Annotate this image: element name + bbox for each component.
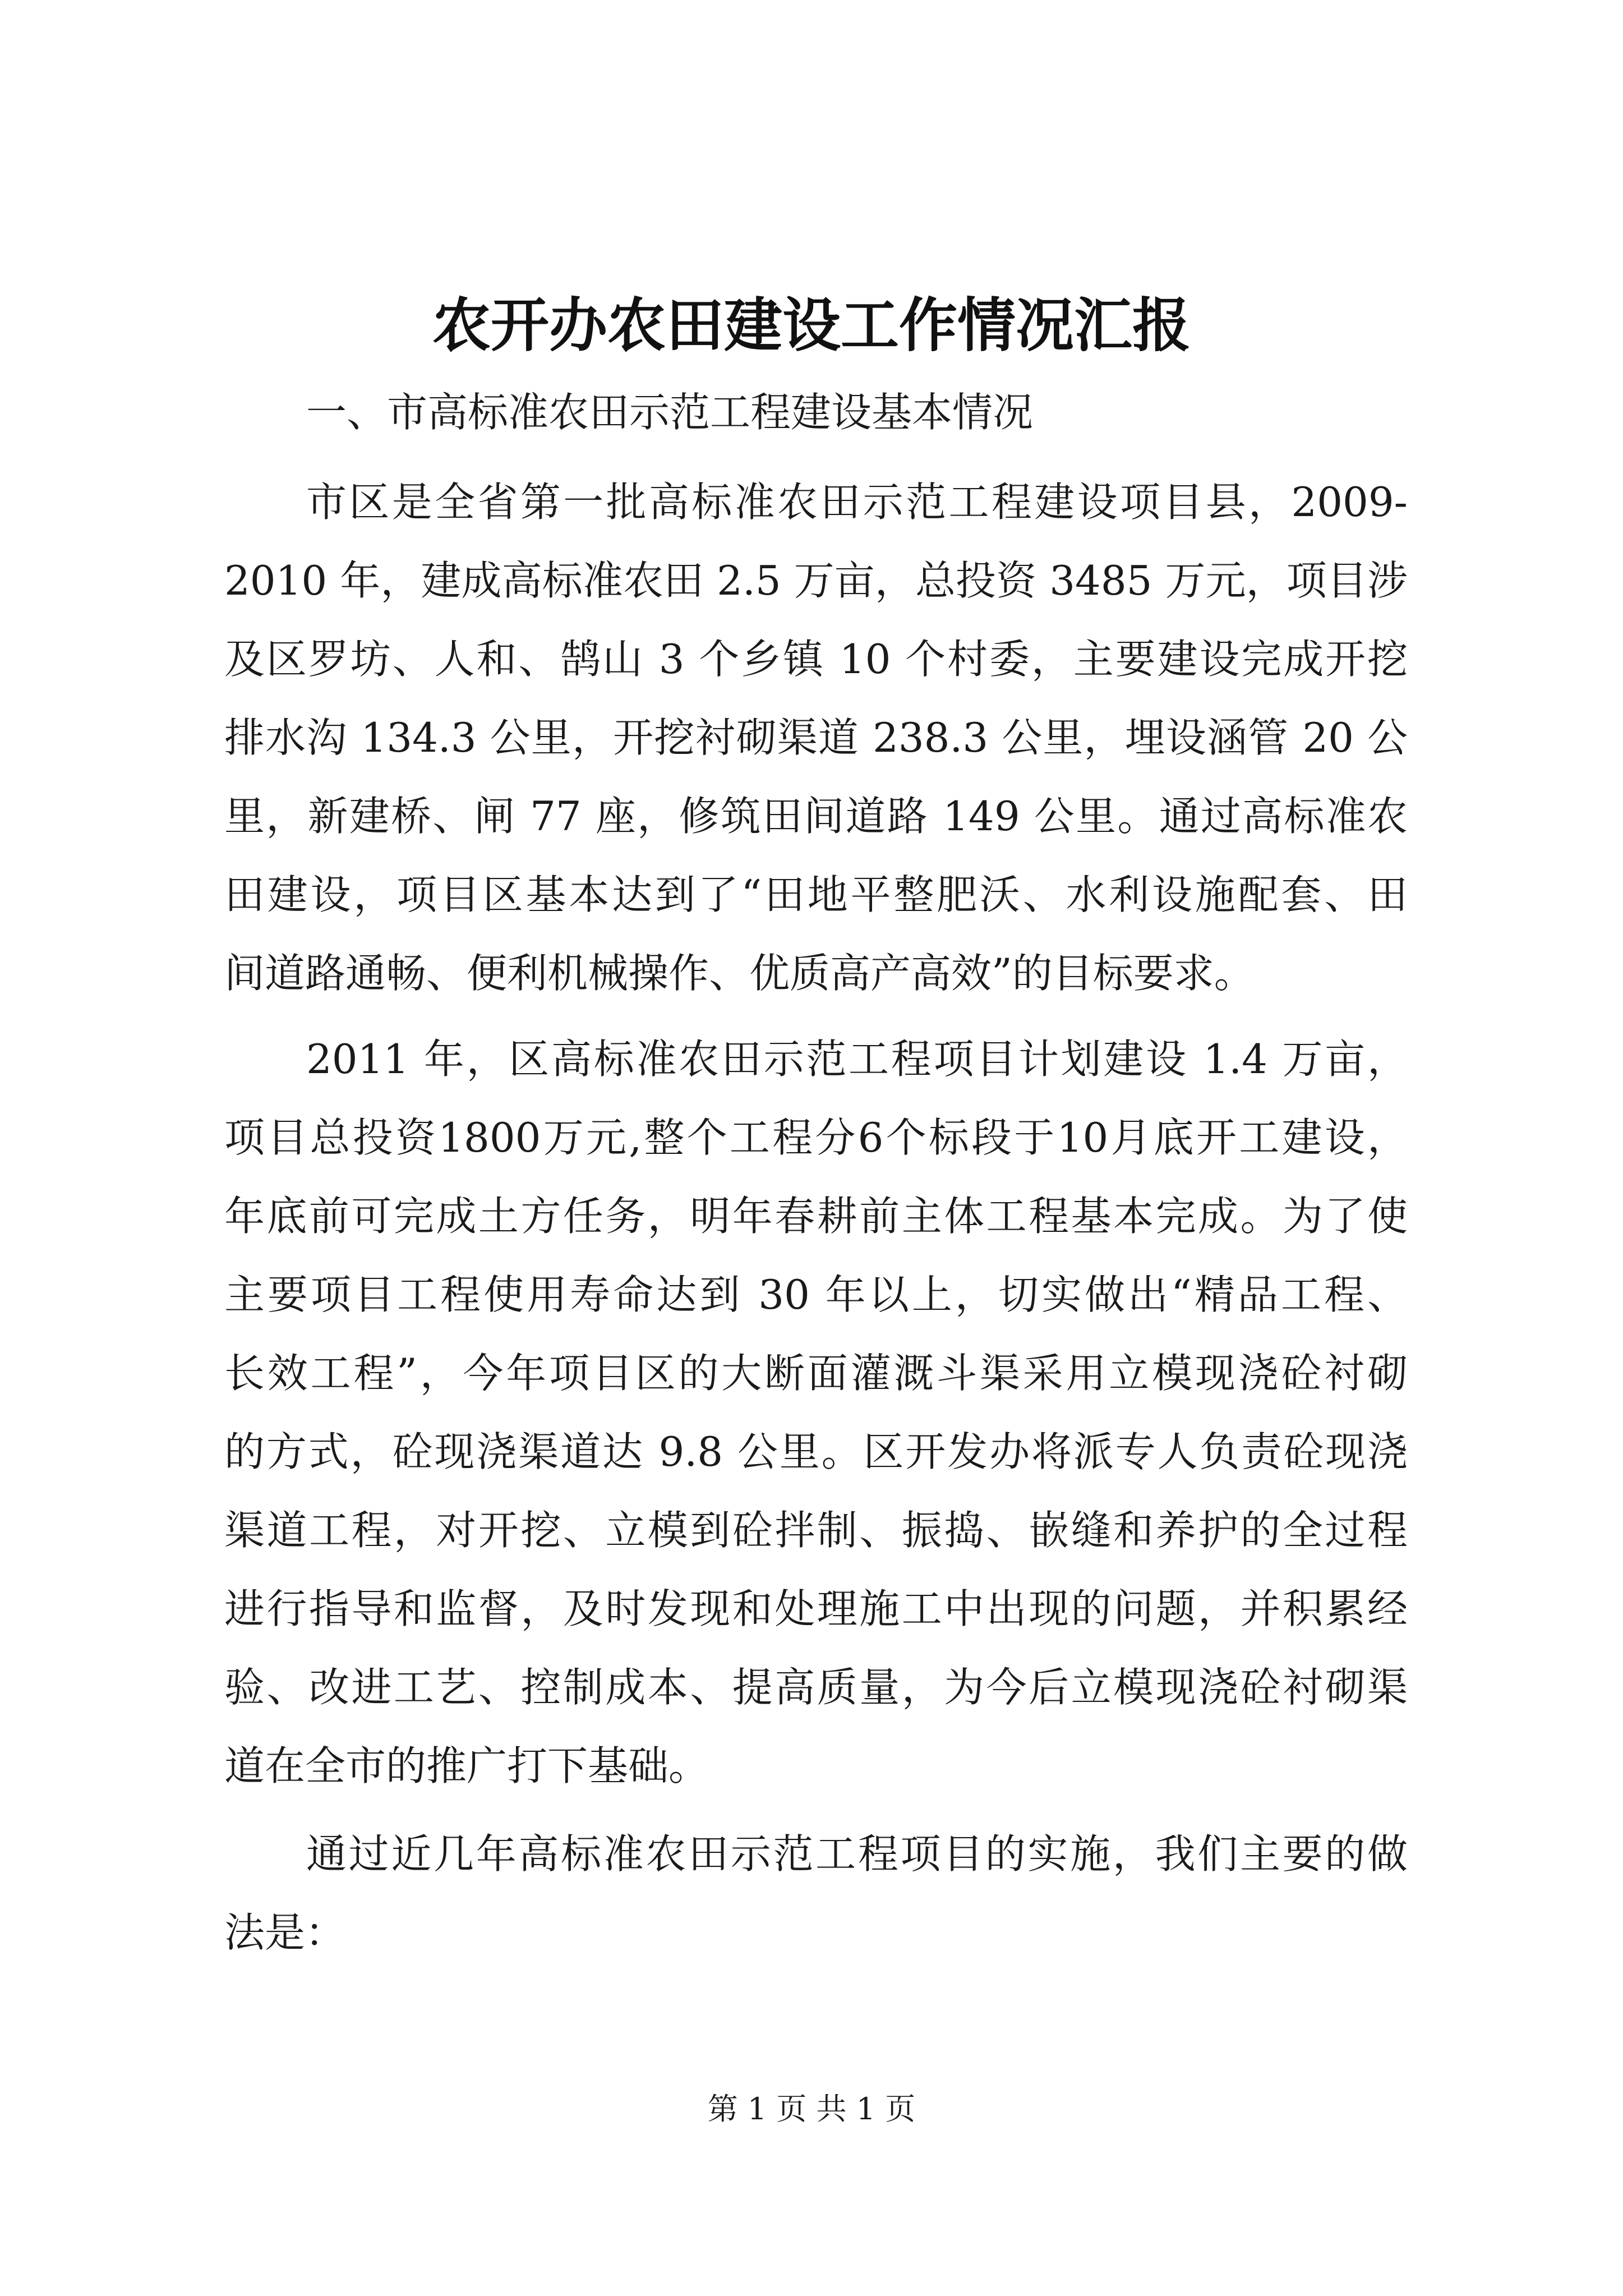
paragraph-line: 道在全市的推广打下基础。 bbox=[224, 1742, 709, 1789]
paragraph-line: 长效工程”，今年项目区的大断面灌溉斗渠采用立模现浇砼衬砌 bbox=[224, 1350, 1408, 1397]
page-number-footer: 第 1 页 共 1 页 bbox=[707, 2091, 916, 2127]
paragraph-line: 2010 年，建成高标准农田 2.5 万亩，总投资 3485 万元，项目涉 bbox=[224, 557, 1408, 604]
paragraph-line: 主要项目工程使用寿命达到 30 年以上，切实做出“精品工程、 bbox=[224, 1271, 1408, 1318]
paragraph-line: 年底前可完成土方任务，明年春耕前主体工程基本完成。为了使 bbox=[224, 1193, 1408, 1240]
paragraph-line: 项目总投资1800万元,整个工程分6个标段于10月底开工建设， bbox=[224, 1114, 1408, 1161]
paragraph-line: 通过近几年高标准农田示范工程项目的实施，我们主要的做 bbox=[306, 1830, 1408, 1878]
paragraph-line: 2011 年，区高标准农田示范工程项目计划建设 1.4 万亩， bbox=[306, 1036, 1408, 1083]
paragraph-line: 间道路通畅、便利机械操作、优质高产高效”的目标要求。 bbox=[224, 950, 1255, 997]
paragraph-line: 排水沟 134.3 公里，开挖衬砌渠道 238.3 公里，埋设涵管 20 公 bbox=[224, 714, 1408, 761]
section-heading: 一、市高标准农田示范工程建设基本情况 bbox=[306, 389, 1034, 436]
document-title: 农开办农田建设工作情况汇报 bbox=[432, 291, 1191, 360]
paragraph-line: 法是： bbox=[224, 1909, 346, 1956]
paragraph-line: 进行指导和监督，及时发现和处理施工中出现的问题，并积累经 bbox=[224, 1585, 1408, 1632]
paragraph-line: 渠道工程，对开挖、立模到砼拌制、振捣、嵌缝和养护的全过程 bbox=[224, 1507, 1408, 1554]
paragraph-line: 田建设，项目区基本达到了“田地平整肥沃、水利设施配套、田 bbox=[224, 871, 1408, 918]
paragraph-line: 的方式，砼现浇渠道达 9.8 公里。区开发办将派专人负责砼现浇 bbox=[224, 1428, 1408, 1475]
paragraph-line: 市区是全省第一批高标准农田示范工程建设项目县，2009- bbox=[306, 478, 1408, 526]
paragraph-line: 验、改进工艺、控制成本、提高质量，为今后立模现浇砼衬砌渠 bbox=[224, 1664, 1408, 1711]
paragraph-line: 里，新建桥、闸 77 座，修筑田间道路 149 公里。通过高标准农 bbox=[224, 793, 1408, 840]
paragraph-line: 及区罗坊、人和、鹄山 3 个乡镇 10 个村委，主要建设完成开挖 bbox=[224, 636, 1408, 683]
